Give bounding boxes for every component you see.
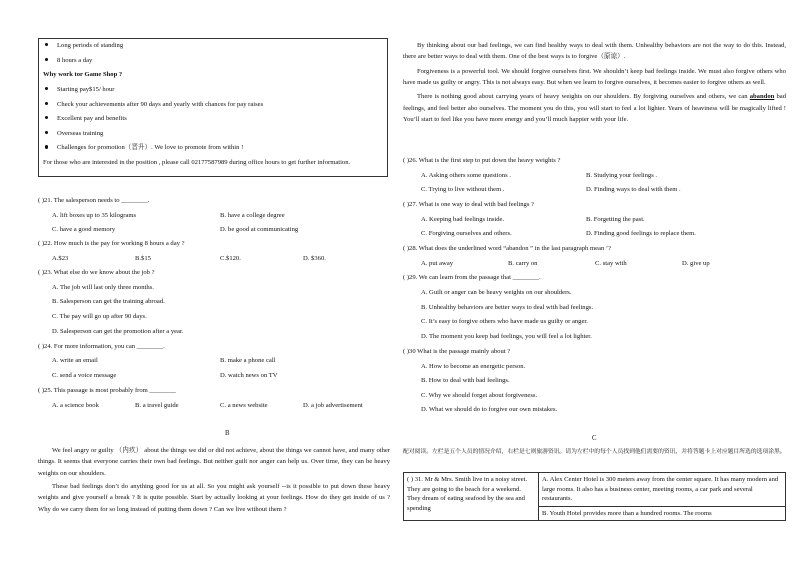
bullet-icon: [45, 131, 48, 134]
question-25: ( )25. This passage is most probably from ________: [38, 387, 176, 394]
option[interactable]: A. put away: [421, 260, 454, 267]
table-row: [404, 473, 786, 521]
job-info-box: [38, 38, 388, 177]
question-24: ( )24. For more information, you can ________.: [38, 343, 165, 350]
bullet-icon: [45, 145, 48, 148]
option[interactable]: A. a science book: [52, 402, 99, 409]
bullet-item: Challenges for promotion（晋升）. We love to promote from within !: [43, 144, 383, 152]
option[interactable]: A. lift boxes up to 35 kilograms: [52, 212, 137, 219]
option[interactable]: A. Keeping bad feelings inside.: [421, 216, 505, 223]
option[interactable]: D. be good at communicating: [220, 226, 299, 233]
option[interactable]: B. Salesperson can get the training abroad.: [52, 298, 165, 305]
option[interactable]: C. The pay will go up after 90 days.: [52, 313, 147, 320]
section-b-label: B: [225, 430, 230, 437]
option[interactable]: C. stay with: [595, 260, 627, 267]
option[interactable]: A.$23: [52, 255, 69, 262]
option[interactable]: D. What we should do to forgive our own mistakes.: [421, 406, 558, 413]
bullet-item: Overseas training: [43, 130, 383, 138]
bullet-icon: [45, 116, 48, 119]
bullet-icon: [45, 58, 48, 61]
bullet-item: 8 hours a day: [43, 57, 383, 65]
question-29: ( )29. We can learn from the passage that ________.: [403, 274, 541, 281]
question-22: ( )22. How much is the pay for working 8 hours a day ?: [38, 240, 185, 247]
option[interactable]: D. a job advertisement: [303, 402, 363, 409]
option[interactable]: B. Studying your feelings .: [586, 172, 658, 179]
question-23: ( )23. What else do we know about the job ?: [38, 269, 155, 276]
option[interactable]: C. It’s easy to forgive others who have made us guilty or anger.: [421, 318, 588, 325]
option[interactable]: B. make a phone call: [220, 357, 276, 364]
option[interactable]: D. Finding good feelings to replace them.: [586, 230, 696, 237]
option[interactable]: D. give up: [682, 260, 710, 267]
question-21: ( )21. The salesperson needs to ________.: [38, 197, 150, 204]
info-a: A. Alex Center Hotel is 300 meters away from the center square. It has many modern and large rooms. It also has a business center, meeting rooms, a car park and several restaurants.: [542, 476, 779, 503]
option[interactable]: A. The job will last only three months.: [52, 284, 154, 291]
option[interactable]: D. Salesperson can get the promotion after a year.: [52, 328, 184, 335]
option[interactable]: B. a travel guide: [135, 402, 179, 409]
bullet-item: Starting pay$15/ hour: [43, 86, 383, 94]
option[interactable]: C. have a good memory: [52, 226, 116, 233]
option[interactable]: D. $360.: [303, 255, 326, 262]
bullet-item: Excellent pay and benefits: [43, 115, 383, 123]
option[interactable]: C. send a voice message: [52, 372, 117, 379]
bullet-item: Check your achievements after 90 days and yearly with chances for pay raises: [43, 101, 383, 109]
option[interactable]: B. carry on: [508, 260, 538, 267]
info-b: B. Youth Hotel provides more than a hundred rooms. The rooms: [539, 506, 785, 519]
bullet-icon: [45, 43, 48, 46]
box-heading: Why work tor Game Shop ?: [43, 71, 123, 79]
option[interactable]: D. Finding ways to deal with them .: [586, 186, 681, 193]
option[interactable]: B. How to deal with bad feelings.: [421, 377, 510, 384]
option[interactable]: A. Guilt or anger can be heavy weights on our shoulders.: [421, 289, 572, 296]
option[interactable]: B. have a college degree: [220, 212, 285, 219]
question-26: ( )26. What is the first step to put down the heavy weights ?: [403, 157, 561, 164]
section-c-label: C: [592, 435, 597, 442]
passage-b-continued: [403, 40, 786, 125]
question-27: ( )27. What is one way to deal with bad feelings ?: [403, 201, 534, 208]
option[interactable]: B. Unhealthy behaviors are better ways to deal with bad feelings.: [421, 304, 594, 311]
passage-b-paragraph-2: These bad feelings don’t do anything good for us at all. So you might ask yourself --is it possible to put down these heavy weights and give yourself a break ? It is quite possible. Start by actually looking at your feelings. How do they get inside of us ? Why do we carry them for so long instead of putting them down ? Can we live without them ?: [38, 482, 390, 513]
option[interactable]: A. write an email: [52, 357, 98, 364]
bullet-item: Long periods of standing: [43, 42, 383, 50]
option[interactable]: A. Asking others some questions .: [421, 172, 511, 179]
option[interactable]: C. Why we should forget about forgiveness.: [421, 392, 538, 399]
option[interactable]: D. watch news on TV: [220, 372, 278, 379]
underlined-word: abandon: [749, 93, 775, 101]
option[interactable]: C. Forgiving ourselves and others.: [421, 230, 512, 237]
option[interactable]: C.$120.: [220, 255, 241, 262]
option[interactable]: D. The moment you keep bad feelings, you will feel a lot lighter.: [421, 333, 592, 340]
question-30: ( )30 What is the passage mainly about ?: [403, 348, 511, 355]
table-cell-info: [539, 473, 786, 521]
table-cell-person: ( ) 31. Mr & Mrs. Smith live in a noisy street. They are going to the beach for a weekend. They dream of eating seafood by the sea and spending: [404, 473, 539, 521]
option[interactable]: B.$15: [135, 255, 151, 262]
box-contact-text: For those who are interested in the position , please call 02177587989 during office hours to get further information.: [43, 159, 351, 166]
passage-paragraph-4: Forgiveness is a powerful tool. We should forgive ourselves first. We shouldn’t keep bad feelings inside. We must also forgive others who have made us guilty or angry. This is not always easy. But when we learn to forgive ourselves, it becomes easier to forgive others as well.: [403, 67, 786, 86]
question-28: ( )28. What does the underlined word “abandon ” in the last paragraph mean ’?: [403, 245, 612, 252]
option[interactable]: C. Trying to live without them .: [421, 186, 505, 193]
section-c-instructions: 配对阅读。左栏是五个人员的情况介绍，右栏是七则旅游资讯。请为左栏中的每个人员找到他们需要的资讯，并将答题卡上对应题目所选的选项涂黑。: [403, 449, 786, 455]
bullet-icon: [45, 87, 48, 90]
bullet-icon: [45, 102, 48, 105]
option[interactable]: A. How to become an energetic person.: [421, 363, 526, 370]
passage-paragraph-3: By thinking about our bad feelings, we can find healthy ways to deal with them. Unhealthy behaviors are not the way to do this. Instead, there are better ways to deal with them. One of the best ways is to forgive（原谅）.: [403, 42, 786, 61]
option[interactable]: B. Forgetting the past.: [586, 216, 645, 223]
matching-table: [403, 472, 786, 521]
option[interactable]: C. a news website: [220, 402, 268, 409]
passage-b-paragraph-1: We feel angry or guilty （内疚） about the things we did or did not achieve, about the things we cannot have, and many other things. It seems that everyone carries their own bad feelings. But neither guilt nor anger can help us. Over time, they can be heavy weights on our shoulders.: [38, 447, 390, 477]
passage-b: [38, 445, 390, 515]
passage-paragraph-5: There is nothing good about carrying years of heavy weights on our shoulders. By forgiving ourselves and others, we can abandon bad feelings, and feel better abo ourselves. The moment you do this, you will start to feel a lot lighter. Years of heaviness will be magically lifted ! You’ll start to feel like you have more energy and you’ll much happier with your life.: [403, 93, 786, 123]
